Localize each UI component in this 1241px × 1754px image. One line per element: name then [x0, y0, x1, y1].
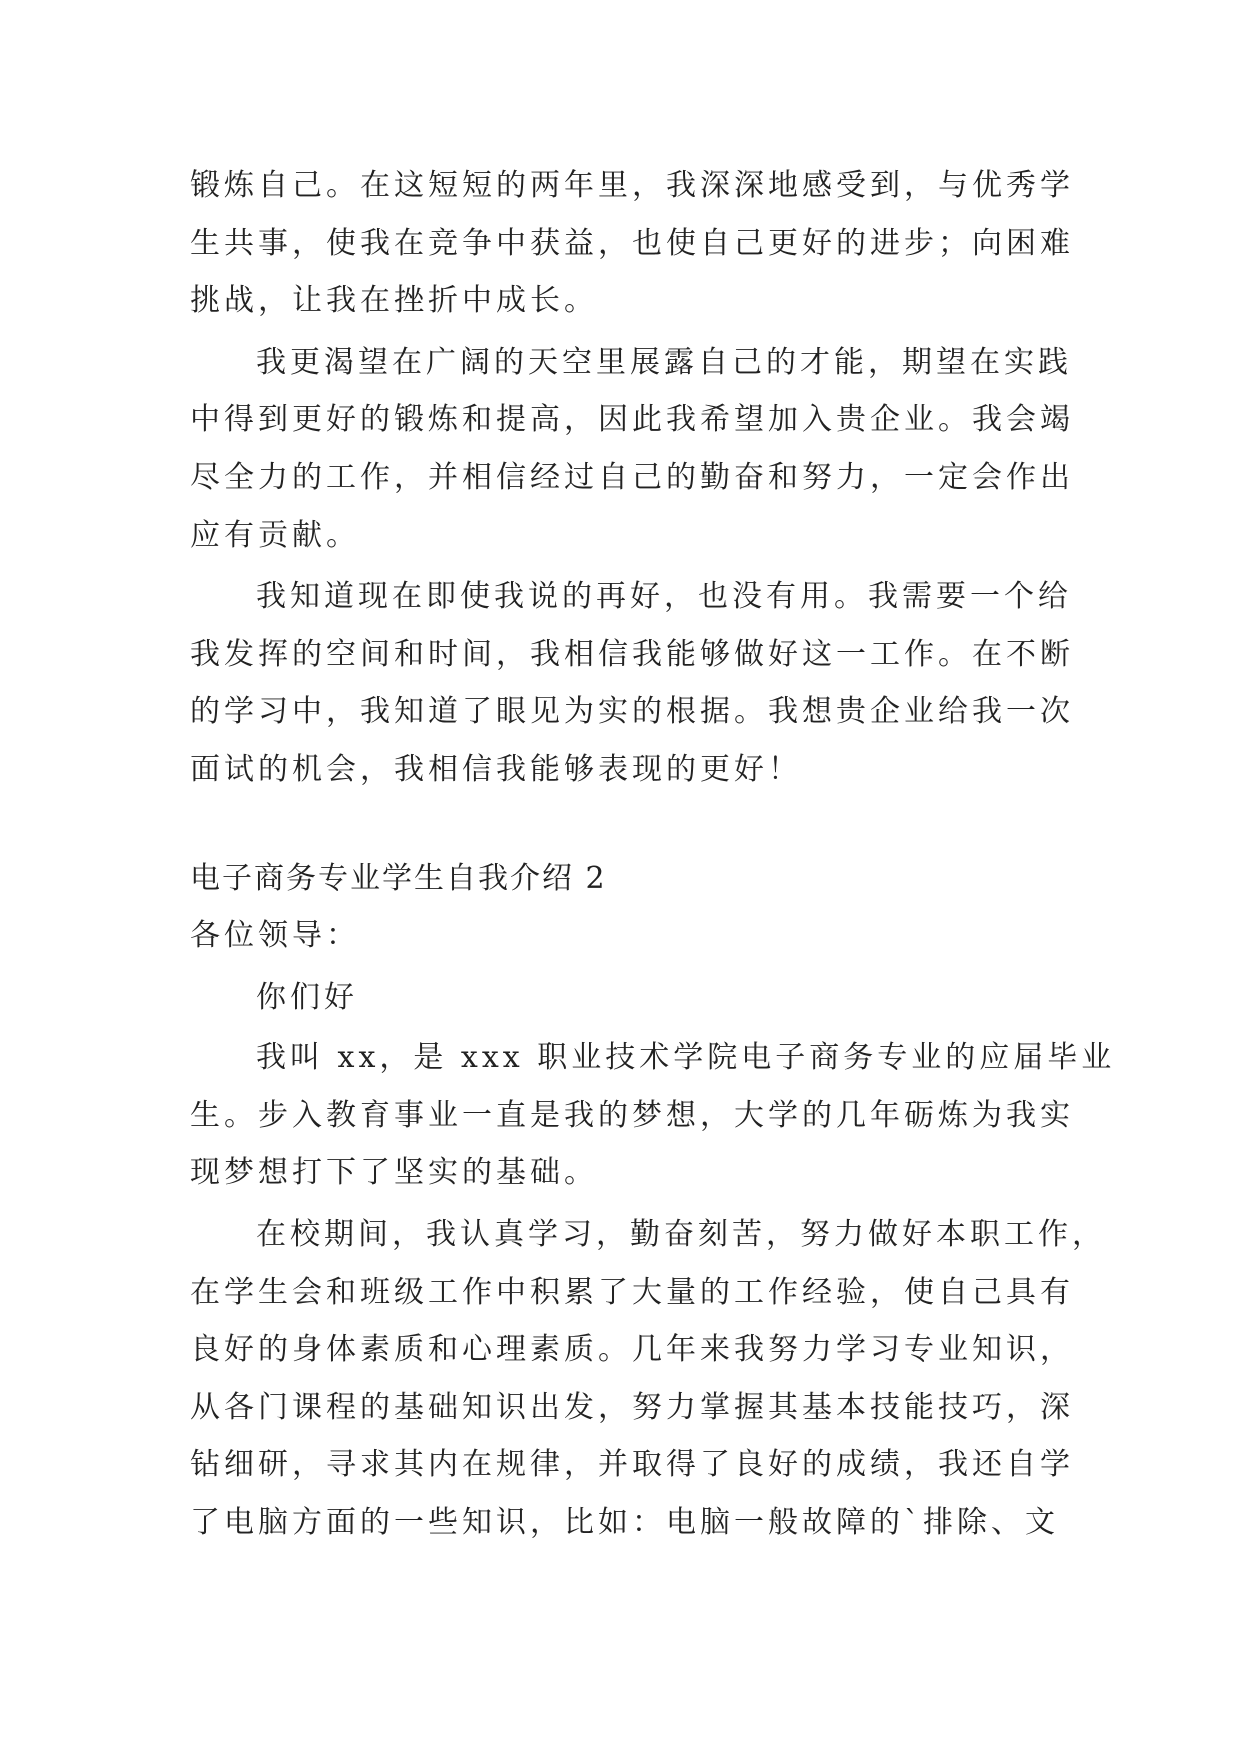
paragraph-line: 我更渴望在广阔的天空里展露自己的才能，期望在实践	[256, 345, 1072, 380]
salutation: 各位领导：	[190, 918, 360, 953]
paragraph-line: 钻细研，寻求其内在规律，并取得了良好的成绩，我还自学	[190, 1447, 1074, 1482]
paragraph-line: 在校期间，我认真学习，勤奋刻苦，努力做好本职工作，	[256, 1217, 1106, 1252]
greeting: 你们好	[256, 980, 358, 1015]
section-title: 电子商务专业学生自我介绍 2	[190, 861, 607, 896]
paragraph-line: 生共事，使我在竞争中获益，也使自己更好的进步；向困难	[190, 226, 1074, 261]
paragraph-line: 尽全力的工作，并相信经过自己的勤奋和努力，一定会作出	[190, 460, 1074, 495]
paragraph-line: 我叫 xx，是 xxx 职业技术学院电子商务专业的应届毕业	[256, 1040, 1116, 1075]
paragraph-line: 我知道现在即使我说的再好，也没有用。我需要一个给	[256, 579, 1072, 614]
paragraph-line: 了电脑方面的一些知识，比如：电脑一般故障的`排除、文	[190, 1505, 1059, 1540]
paragraph-line: 中得到更好的锻炼和提高，因此我希望加入贵企业。我会竭	[190, 402, 1074, 437]
paragraph-line: 挑战，让我在挫折中成长。	[190, 283, 598, 318]
paragraph-line: 良好的身体素质和心理素质。几年来我努力学习专业知识，	[190, 1332, 1074, 1367]
paragraph-line: 在学生会和班级工作中积累了大量的工作经验，使自己具有	[190, 1275, 1074, 1310]
paragraph-line: 的学习中，我知道了眼见为实的根据。我想贵企业给我一次	[190, 694, 1074, 729]
paragraph-line: 应有贡献。	[190, 518, 360, 553]
paragraph-line: 锻炼自己。在这短短的两年里，我深深地感受到，与优秀学	[190, 168, 1074, 203]
paragraph-line: 面试的机会，我相信我能够表现的更好！	[190, 752, 802, 787]
paragraph-line: 生。步入教育事业一直是我的梦想，大学的几年砺炼为我实	[190, 1098, 1074, 1133]
paragraph-line: 我发挥的空间和时间，我相信我能够做好这一工作。在不断	[190, 637, 1074, 672]
paragraph-line: 从各门课程的基础知识出发，努力掌握其基本技能技巧，深	[190, 1390, 1074, 1425]
paragraph-line: 现梦想打下了坚实的基础。	[190, 1155, 598, 1190]
